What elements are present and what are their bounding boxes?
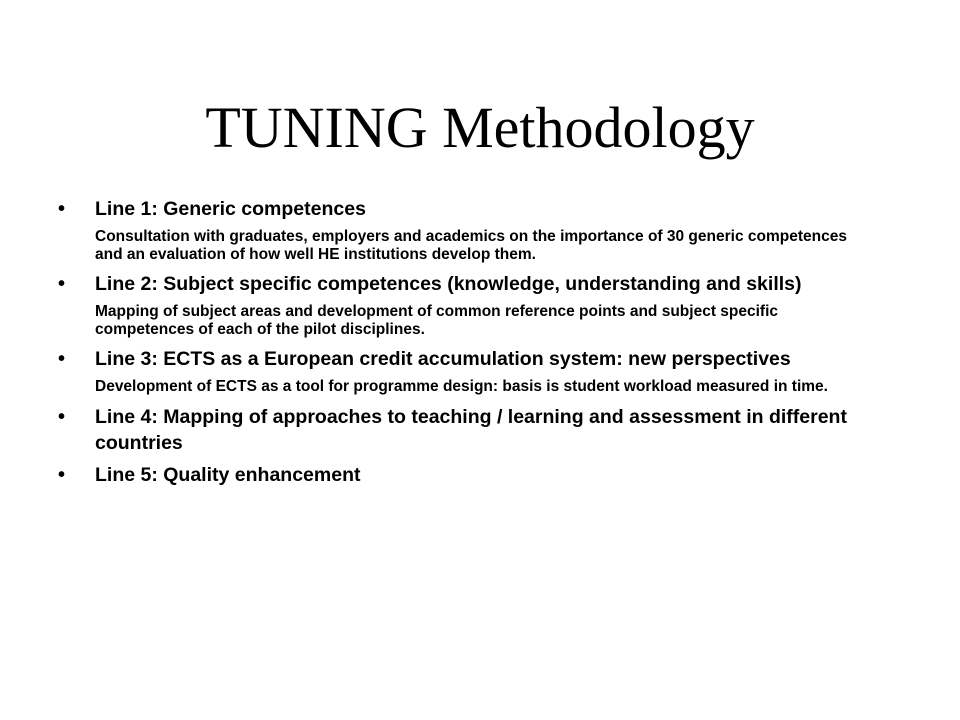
item-heading: Line 1: Generic competences <box>95 198 366 220</box>
bullet-icon: • <box>58 348 66 370</box>
list-item <box>58 462 858 488</box>
item-heading: Line 5: Quality enhancement <box>95 463 361 486</box>
slide-title: TUNING Methodology <box>205 95 755 160</box>
list-item <box>58 196 858 263</box>
list-item <box>58 346 858 396</box>
list-item <box>58 404 858 456</box>
item-description: Mapping of subject areas and development of common reference points and subject specific competences of each of the pilot disciplines. <box>95 303 779 338</box>
bullet-icon: • <box>58 198 66 220</box>
item-description: Development of ECTS as a tool for programme design: basis is student workload measured in time. <box>95 378 828 395</box>
item-heading: Line 2: Subject specific competences (knowledge, understanding and skills) <box>95 273 802 295</box>
bullet-icon: • <box>58 463 66 486</box>
list-item <box>58 271 858 338</box>
item-description: Consultation with graduates, employers and academics on the importance of 30 generic competences and an evaluation of how well HE institutions develop them. <box>95 228 847 263</box>
item-heading: Line 4: Mapping of approaches to teaching / learning and assessment in different countries <box>95 405 847 454</box>
bullet-icon: • <box>58 273 66 295</box>
item-heading: Line 3: ECTS as a European credit accumulation system: new perspectives <box>95 348 791 370</box>
bullet-icon: • <box>58 405 66 428</box>
bullet-list <box>58 196 858 488</box>
